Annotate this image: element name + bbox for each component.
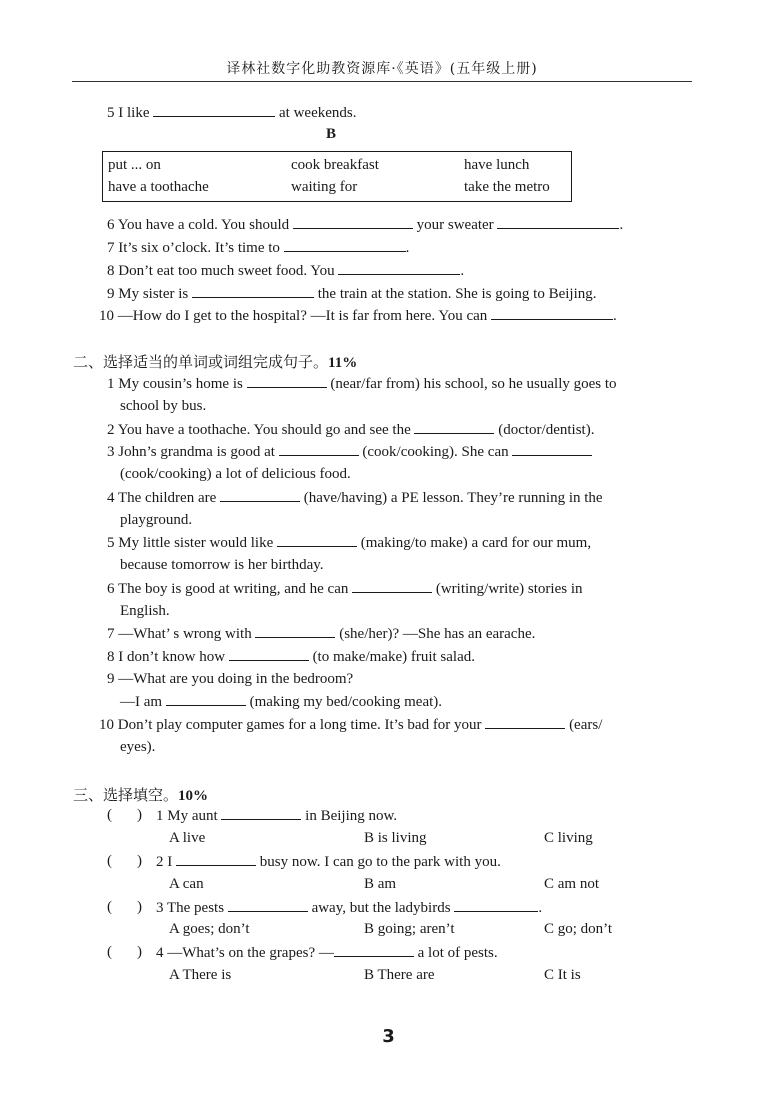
question-3-2: 2 I busy now. I can go to the park with you. [156, 854, 501, 870]
question-2-2: 2 You have a toothache. You should go and see the (doctor/dentist). [107, 422, 595, 438]
question-3-3: 3 The pests away, but the ladybirds . [156, 900, 543, 916]
question-2-7: 7 —What’ s wrong with (she/her)? —She has an earache. [107, 626, 536, 642]
question-3-4: 4 —What’s on the grapes? — a lot of pests. [156, 945, 498, 961]
answer-blank[interactable] [166, 693, 246, 706]
option-b[interactable]: B is living [364, 830, 427, 846]
answer-blank[interactable] [497, 216, 619, 229]
option-a[interactable]: A There is [169, 967, 232, 983]
page-number: 3 [382, 1026, 395, 1047]
option-a[interactable]: A live [169, 830, 206, 846]
page-header: 译林社数字化助教资源库·《英语》(五年级上册) [226, 61, 538, 77]
option-b[interactable]: B am [364, 876, 397, 892]
answer-blank[interactable] [512, 443, 592, 456]
question-b6: 6 You have a cold. You should your sweater . [107, 217, 624, 233]
answer-blank[interactable] [247, 375, 327, 388]
answer-blank[interactable] [221, 807, 301, 820]
option-c[interactable]: C am not [544, 876, 599, 892]
option-c[interactable]: C go; don’t [544, 921, 613, 937]
answer-blank[interactable] [414, 421, 494, 434]
word-bank-item: take the metro [464, 179, 550, 195]
question-a5: 5 I like at weekends. [107, 105, 357, 121]
question-b10: 10 —How do I get to the hospital? —It is far from here. You can . [99, 308, 617, 324]
answer-blank[interactable] [277, 534, 357, 547]
question-2-6-cont: English. [120, 603, 170, 619]
answer-blank[interactable] [176, 853, 256, 866]
question-b7: 7 It’s six o’clock. It’s time to . [107, 240, 410, 256]
word-bank-item: have lunch [464, 157, 530, 173]
word-bank-item: have a toothache [108, 179, 209, 195]
option-b[interactable]: B There are [364, 967, 435, 983]
answer-blank[interactable] [228, 899, 308, 912]
answer-blank[interactable] [334, 944, 414, 957]
answer-blank[interactable] [454, 899, 538, 912]
answer-blank[interactable] [293, 216, 413, 229]
question-2-4-cont: playground. [120, 512, 193, 528]
answer-blank[interactable] [192, 285, 314, 298]
option-b[interactable]: B going; aren’t [364, 921, 455, 937]
answer-blank[interactable] [491, 307, 613, 320]
answer-paren-close: ) [137, 807, 142, 823]
answer-blank[interactable] [279, 443, 359, 456]
answer-blank[interactable] [338, 262, 460, 275]
question-3-1: 1 My aunt in Beijing now. [156, 808, 398, 824]
question-2-10: 10 Don’t play computer games for a long time. It’s bad for your (ears/ [99, 717, 603, 733]
question-2-5-cont: because tomorrow is her birthday. [120, 557, 324, 573]
question-b9: 9 My sister is the train at the station. She is going to Beijing. [107, 286, 597, 302]
question-2-8: 8 I don’t know how (to make/make) fruit salad. [107, 649, 475, 665]
section-3-title: 三、选择填空。10% [73, 786, 209, 804]
question-2-3-cont: (cook/cooking) a lot of delicious food. [120, 466, 351, 482]
answer-paren-open: ( [107, 853, 112, 869]
word-bank-item: waiting for [291, 179, 358, 195]
header-divider [72, 81, 692, 82]
answer-blank[interactable] [352, 580, 432, 593]
word-bank-box [102, 151, 572, 202]
option-c[interactable]: C living [544, 830, 593, 846]
question-2-1: 1 My cousin’s home is (near/far from) his school, so he usually goes to [107, 376, 617, 392]
option-c[interactable]: C It is [544, 967, 581, 983]
answer-paren-close: ) [137, 853, 142, 869]
section-2-title: 二、选择适当的单词或词组完成句子。11% [73, 353, 358, 371]
answer-blank[interactable] [284, 239, 406, 252]
question-2-9: 9 —What are you doing in the bedroom? [107, 671, 354, 687]
answer-blank[interactable] [229, 648, 309, 661]
question-2-3: 3 John’s grandma is good at (cook/cooking). She can [107, 443, 592, 461]
question-2-10-cont: eyes). [120, 739, 156, 755]
question-2-9-answer: —I am (making my bed/cooking meat). [120, 694, 443, 710]
answer-blank[interactable] [153, 104, 275, 117]
answer-paren-close: ) [137, 944, 142, 960]
answer-blank[interactable] [220, 489, 300, 502]
question-2-5: 5 My little sister would like (making/to make) a card for our mum, [107, 535, 592, 551]
answer-paren-close: ) [137, 899, 142, 915]
answer-blank[interactable] [485, 716, 565, 729]
word-bank-item: put ... on [108, 157, 161, 173]
option-a[interactable]: A can [169, 876, 204, 892]
question-b8: 8 Don’t eat too much sweet food. You . [107, 263, 465, 279]
word-bank-item: cook breakfast [291, 157, 379, 173]
question-2-4: 4 The children are (have/having) a PE lesson. They’re running in the [107, 490, 603, 506]
answer-paren-open: ( [107, 944, 112, 960]
answer-paren-open: ( [107, 807, 112, 823]
answer-blank[interactable] [255, 625, 335, 638]
option-a[interactable]: A goes; don’t [169, 921, 250, 937]
question-2-1-cont: school by bus. [120, 398, 207, 414]
answer-paren-open: ( [107, 899, 112, 915]
part-b-title: B [326, 126, 337, 142]
question-2-6: 6 The boy is good at writing, and he can (writing/write) stories in [107, 581, 583, 597]
